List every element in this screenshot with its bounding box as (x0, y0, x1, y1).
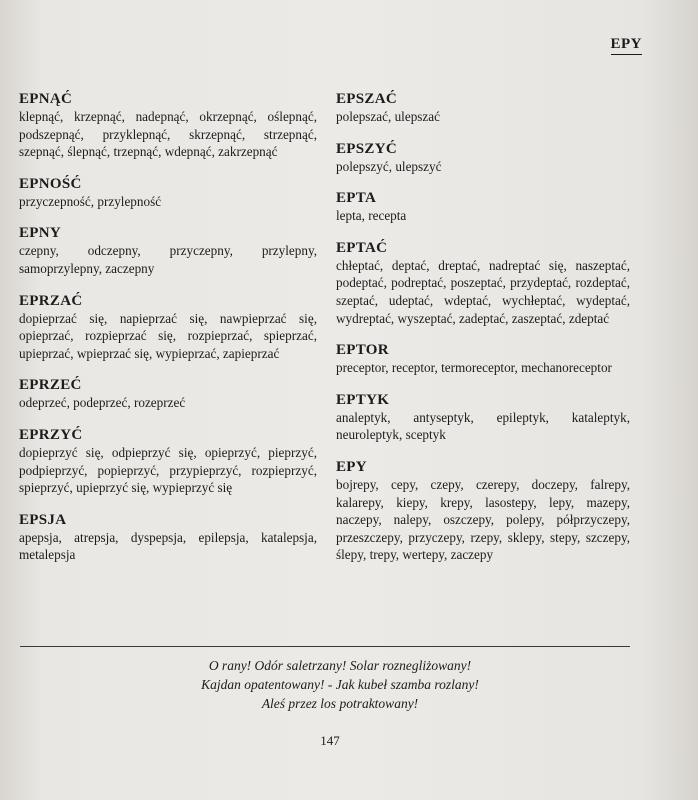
poem-line: O rany! Odór saletrzany! Solar roznegliżowany! (208, 658, 472, 673)
entry-head: EPNĄĆ (19, 91, 73, 107)
divider-rule (20, 646, 630, 647)
entry-head: EPNY (19, 225, 62, 242)
entry-words: polepszać, ulepszać (336, 109, 440, 124)
entry (19, 224, 317, 277)
entry-words: analeptyk, antyseptyk, epileptyk, kataleptyk, neuroleptyk, sceptyk (336, 409, 630, 443)
entry (336, 140, 630, 176)
entry (336, 90, 630, 126)
entry-words: odeprzeć, podeprzeć, rozeprzeć (19, 395, 186, 411)
right-column (336, 90, 630, 578)
entry (336, 341, 630, 377)
left-column (19, 90, 317, 578)
entry-words: klepnąć, krzepnąć, nadepnąć, okrzepnąć, oślepnąć, podszepnąć, przyklepnąć, skrzepnąć, strzepnąć, szepnąć, ślepnąć, trzepnąć, wdepnąć, zakrzepnąć (19, 109, 317, 160)
entry-head: EPNOŚĆ (19, 175, 82, 192)
entry-words: lepta, recepta (336, 208, 407, 224)
entry-head: EPRZEĆ (19, 377, 82, 394)
entry-words: chłeptać, deptać, dreptać, nadreptać się, naszeptać, podeptać, podreptać, poszeptać, przydeptać, rozdeptać, szeptać, udeptać, wdeptać, wychłeptać, wydeptać, wydreptać, wyszeptać, zadeptać, zaszeptać, zdeptać (336, 257, 630, 326)
running-head: EPY (611, 36, 643, 55)
entry-words: czepny, odczepny, przyczepny, przylepny, samoprzylepny, zaczepny (19, 243, 317, 276)
entry (19, 175, 317, 211)
entry-head: EPTOR (336, 342, 389, 359)
entry-head: EPSJA (19, 511, 67, 528)
entry-head: EPY (336, 458, 367, 475)
entry-head: EPTA (336, 190, 377, 207)
entry-head: EPRZYĆ (19, 426, 83, 443)
entry-words: dopieprzać się, napieprzać się, nawpieprzać się, opieprzać, rozpieprzać się, rozpieprzać, spieprzać, upieprzać, wpieprzać się, wypieprzać, zapieprzać (19, 310, 317, 361)
entry (19, 90, 317, 161)
entry-words: dopieprzyć się, odpieprzyć się, opieprzyć, pieprzyć, podpieprzyć, popieprzyć, przypieprzyć, rozpieprzyć, spieprzyć, upieprzyć się, wypieprzyć się (19, 444, 317, 496)
entry (19, 511, 317, 564)
entry-words: apepsja, atrepsja, dyspepsja, epilepsja, katalepsja, metalepsja (19, 529, 317, 563)
entry-head: EPSZYĆ (336, 140, 397, 157)
entry-words: bojrepy, cepy, czepy, czerepy, doczepy, falrepy, kalarepy, kiepy, krepy, lasostepy, lepy, mazepy, naczepy, nalepy, oszczepy, polepy, półprzyczepy, przeszczepy, przyczepy, rzepy, sklepy, stepy, szczepy, ślepy, trepy, wertepy, zaczepy (336, 476, 630, 563)
poem-line: Aleś przez los potraktowany! (261, 696, 419, 711)
entry (336, 239, 630, 327)
entry (19, 292, 317, 363)
page-number: 147 (320, 733, 340, 748)
entry-words: polepszyć, ulepszyć (336, 158, 442, 174)
entry-head: EPRZAĆ (19, 292, 83, 309)
entry-words: przyczepność, przylepność (19, 193, 162, 209)
entry-head: EPTAĆ (336, 239, 388, 256)
entry (336, 391, 630, 444)
entry (19, 426, 317, 497)
entry-head: EPSZAĆ (336, 91, 397, 107)
entry-words: preceptor, receptor, termoreceptor, mechanoreceptor (336, 360, 612, 376)
poem-line: Kajdan opatentowany! - Jak kubeł szamba rozlany! (201, 677, 479, 692)
poem (120, 656, 560, 713)
entry-head: EPTYK (336, 391, 390, 408)
entry (336, 458, 630, 564)
entry (19, 376, 317, 412)
entry (336, 189, 630, 225)
